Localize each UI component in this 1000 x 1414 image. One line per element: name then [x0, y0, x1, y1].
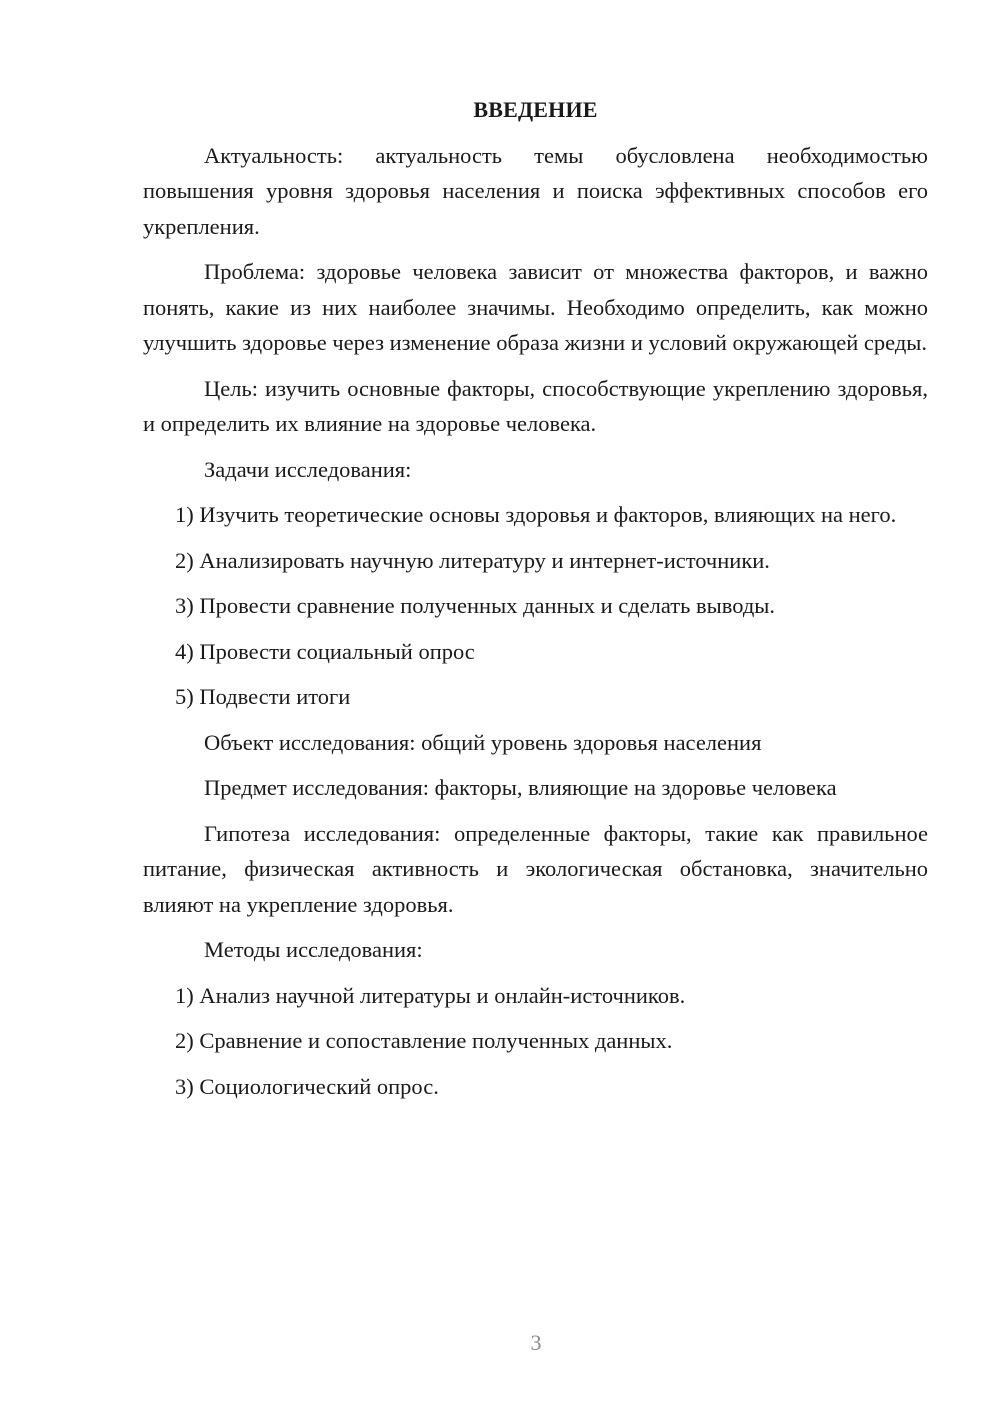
- methods-title: Методы исследования:: [204, 937, 423, 962]
- method-item-3: 3) Социологический опрос.: [175, 1073, 439, 1099]
- tasks-title: Задачи исследования:: [204, 456, 412, 482]
- task-item-5: 5) Подвести итоги: [175, 684, 351, 709]
- task-item-2: 2) Анализировать научную литературу и интернет-источники.: [175, 547, 770, 573]
- page-content: [143, 92, 928, 1114]
- paragraph-subject: Предмет исследования: факторы, влияющие на здоровье человека: [204, 775, 837, 800]
- task-item-4: 4) Провести социальный опрос: [175, 638, 475, 664]
- method-item-1: 1) Анализ научной литературы и онлайн-источников.: [175, 982, 686, 1008]
- paragraph-object: Объект исследования: общий уровень здоровья населения: [204, 729, 762, 755]
- paragraph-hypothesis: Гипотеза исследования: определенные факторы, такие как правильное питание, физическая активность и экологическая обстановка, значительно влияют на укрепление здоровья.: [143, 820, 928, 917]
- section-heading: ВВЕДЕНИЕ: [473, 97, 598, 122]
- paragraph-problem: Проблема: здоровье человека зависит от множества факторов, и важно понять, какие из них наиболее значимы. Необходимо определить, как можно улучшить здоровье через изменение образа жизни и условий окружающей среды.: [143, 259, 928, 355]
- method-item-2: 2) Сравнение и сопоставление полученных данных.: [175, 1028, 673, 1053]
- paragraph-goal: Цель: изучить основные факторы, способствующие укреплению здоровья, и определить их влияние на здоровье человека.: [143, 375, 928, 436]
- page-number: 3: [530, 1330, 542, 1355]
- task-item-1: 1) Изучить теоретические основы здоровья и факторов, влияющих на него.: [175, 502, 897, 527]
- task-item-3: 3) Провести сравнение полученных данных и сделать выводы.: [175, 593, 776, 618]
- paragraph-relevance: Актуальность: актуальность темы обусловлена необходимостью повышения уровня здоровья населения и поиска эффективных способов его укрепления.: [143, 142, 928, 239]
